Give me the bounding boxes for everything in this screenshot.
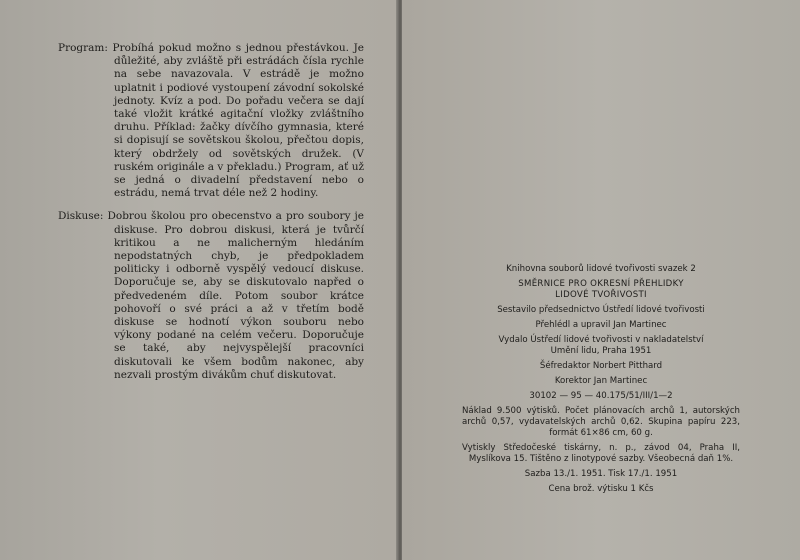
catalog-number: 30102 — 95 — 40.175/51/III/1—2 xyxy=(529,391,673,401)
program-paragraph xyxy=(58,42,364,200)
series-line: Knihovna souborů lidové tvořivosti svazek 2 xyxy=(506,264,696,274)
price: Cena brož. výtisku 1 Kčs xyxy=(548,484,654,494)
compiled-by: Sestavilo předsednictvo Ústředí lidové tvořivosti xyxy=(497,305,705,315)
chief-editor: Šéfredaktor Norbert Pitthard xyxy=(539,361,663,371)
edited-by: Přehlédl a upravil Jan Martinec xyxy=(535,320,667,330)
program-label: Program: xyxy=(58,42,108,54)
proofreader: Korektor Jan Martinec xyxy=(554,376,648,386)
print-dates: Sazba 13./1. 1951. Tisk 17./1. 1951 xyxy=(524,469,678,479)
imprint-block xyxy=(462,264,740,499)
publisher-line-2: Umění lidu, Praha 1951 xyxy=(550,346,652,356)
diskuse-text: Dobrou školou pro obecenstvo a pro soubory je diskuse. Pro dobrou diskusi, která je tvůrčí kritikou a ne malicherným hledáním nepodstatných chyb, je předpokladem politicky i odborně vyspělý vedoucí diskuse. Doporučuje se, aby se diskutovalo napřed o předvedeném díle. Potom soubor krátce pohovoří o své práci a až v třetím bodě diskuse se hodnotí výkon souboru nebo výkony podané na celém večeru. Doporučuje se také, aby nejvyspělejší pracovníci diskutovali ke všem bodům nakonec, aby nezvali prostým divákům chuť diskutovat. xyxy=(107,210,364,381)
printer-info: Vytiskly Středočeské tiskárny, n. p., závod 04, Praha II, Myslíkova 15. Tištěno z linotypové sazby. Všeobecná daň 1%. xyxy=(462,443,740,464)
left-page xyxy=(0,0,398,560)
program-text: Probíhá pokud možno s jednou přestávkou. Je důležité, aby zvláště při estrádách čísla rychle na sebe navazovala. V estrádě je možno uplatnit i podiové vystoupení závodní sokolské jednoty. Kvíz a pod. Do pořadu večera se dají také vložit krátké agitační vložky zvláštního druhu. Příklad: žačky dívčího gymnasia, které si dopisují se sovětskou školou, přečtou dopis, který obdržely od sovětských družek. (V ruském originále a v překladu.) Program, ať už se jedná o divadelní představení nebo o estrádu, nemá trvat déle než 2 hodiny. xyxy=(112,42,364,200)
diskuse-label: Diskuse: xyxy=(58,210,104,223)
publisher-line-1: Vydalo Ústředí lidové tvořivosti v nakladatelství xyxy=(498,335,704,345)
diskuse-paragraph xyxy=(58,210,364,382)
title-line-2: LIDOVÉ TVOŘIVOSTI xyxy=(555,290,647,300)
left-page-text xyxy=(58,42,364,392)
title-line-1: SMĚRNICE PRO OKRESNÍ PŘEHLIDKY xyxy=(518,279,684,289)
print-run: Náklad 9.500 výtisků. Počet plánovacích archů 1, autorských archů 0,57, vydavatelských archů 0,62. Skupina papíru 223, formát 61×86 cm, 60 g. xyxy=(462,406,740,438)
